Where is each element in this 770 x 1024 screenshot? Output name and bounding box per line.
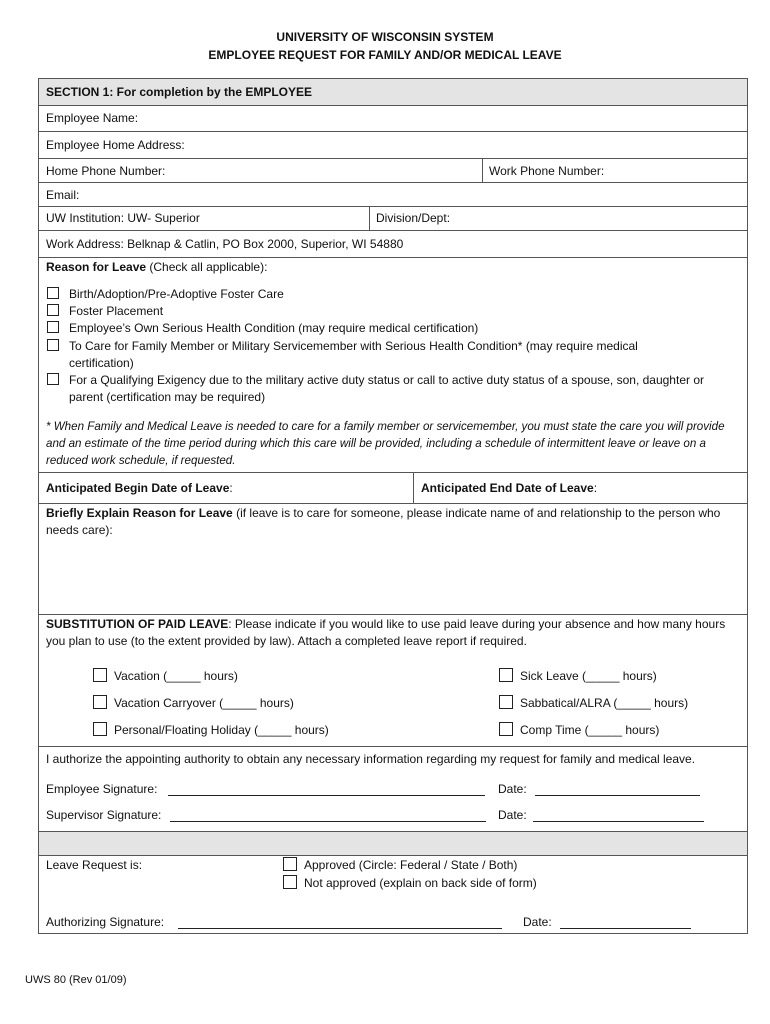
reason-own-health-label: Employee’s Own Serious Health Condition (may require medical certification) bbox=[69, 321, 479, 335]
vacation-label: Vacation (_____ hours) bbox=[114, 669, 238, 683]
family-care-note: * When Family and Medical Leave is needed to care for a family member or servicemember, you must state the care you will provide and an estimate of the time period during which this care will be provided, including a schedule of intermittent leave or leave on a reduced work schedule, if requested. bbox=[46, 420, 725, 467]
end-date-label[interactable]: Anticipated End Date of Leave: bbox=[421, 481, 598, 495]
authorizing-date-label: Date: bbox=[523, 915, 552, 929]
supervisor-signature-line[interactable] bbox=[170, 821, 486, 822]
reason-family-care-label: To Care for Family Member or Military Servicemember with Serious Health Condition* (may require medical bbox=[69, 339, 638, 353]
home-address-label[interactable]: Employee Home Address: bbox=[46, 138, 185, 152]
form-id: UWS 80 (Rev 01/09) bbox=[25, 974, 127, 986]
vacation-carryover-label: Vacation Carryover (_____ hours) bbox=[114, 696, 294, 710]
reason-exigency-label: For a Qualifying Exigency due to the military active duty status or call to active duty status of a spouse, son, daughter or bbox=[69, 373, 704, 387]
reason-family-care-checkbox[interactable] bbox=[47, 339, 59, 351]
sick-leave-label: Sick Leave (_____ hours) bbox=[520, 669, 657, 683]
leave-request-label: Leave Request is: bbox=[46, 858, 143, 872]
employee-date-line[interactable] bbox=[535, 795, 700, 796]
form-title-line2: EMPLOYEE REQUEST FOR FAMILY AND/OR MEDICAL LEAVE bbox=[208, 48, 562, 62]
supervisor-signature-label: Supervisor Signature: bbox=[46, 808, 162, 822]
approval-heading-bg bbox=[39, 832, 747, 855]
reason-exigency-label-cont: parent (certification may be required) bbox=[69, 390, 266, 404]
approved-label: Approved (Circle: Federal / State / Both) bbox=[304, 858, 518, 872]
comp-time-label: Comp Time (_____ hours) bbox=[520, 723, 660, 737]
personal-holiday-label: Personal/Floating Holiday (_____ hours) bbox=[114, 723, 329, 737]
institution-label[interactable]: UW Institution: UW- Superior bbox=[46, 211, 200, 225]
reason-foster-checkbox[interactable] bbox=[47, 304, 59, 316]
authorizing-signature-line[interactable] bbox=[178, 928, 502, 929]
email-label[interactable]: Email: bbox=[46, 188, 80, 202]
authorizing-signature-label: Authorizing Signature: bbox=[46, 915, 165, 929]
employee-signature-label: Employee Signature: bbox=[46, 782, 158, 796]
division-label[interactable]: Division/Dept: bbox=[376, 211, 451, 225]
reason-label: Reason for Leave (Check all applicable): bbox=[46, 260, 268, 274]
reason-foster-label: Foster Placement bbox=[69, 304, 164, 318]
sabbatical-label: Sabbatical/ALRA (_____ hours) bbox=[520, 696, 689, 710]
home-phone-label[interactable]: Home Phone Number: bbox=[46, 164, 166, 178]
leave-request-form bbox=[38, 78, 748, 934]
explain-reason-field[interactable]: Briefly Explain Reason for Leave (if leave is to care for someone, please indicate name of and relationship to the person who needs care): bbox=[46, 506, 721, 537]
supervisor-date-label: Date: bbox=[498, 808, 527, 822]
work-phone-label[interactable]: Work Phone Number: bbox=[489, 164, 605, 178]
supervisor-date-line[interactable] bbox=[533, 821, 704, 822]
approved-checkbox[interactable] bbox=[283, 857, 297, 871]
reason-birth-label: Birth/Adoption/Pre-Adoptive Foster Care bbox=[69, 287, 284, 301]
employee-signature-line[interactable] bbox=[168, 795, 485, 796]
authorization-text: I authorize the appointing authority to obtain any necessary information regarding my request for family and medical leave. bbox=[46, 752, 696, 766]
sabbatical-checkbox[interactable] bbox=[499, 695, 513, 709]
employee-name-label[interactable]: Employee Name: bbox=[46, 111, 139, 125]
personal-holiday-checkbox[interactable] bbox=[93, 722, 107, 736]
vacation-carryover-checkbox[interactable] bbox=[93, 695, 107, 709]
section1-heading: SECTION 1: For completion by the EMPLOYEE bbox=[46, 85, 313, 99]
not-approved-label: Not approved (explain on back side of form) bbox=[304, 876, 537, 890]
form-title-line1: UNIVERSITY OF WISCONSIN SYSTEM bbox=[276, 30, 494, 44]
reason-own-health-checkbox[interactable] bbox=[47, 321, 59, 333]
vacation-checkbox[interactable] bbox=[93, 668, 107, 682]
comp-time-checkbox[interactable] bbox=[499, 722, 513, 736]
work-address-label: Work Address: Belknap & Catlin, PO Box 2000, Superior, WI 54880 bbox=[46, 237, 404, 251]
reason-family-care-label-cont: certification) bbox=[69, 356, 134, 370]
reason-exigency-checkbox[interactable] bbox=[47, 373, 59, 385]
begin-date-label[interactable]: Anticipated Begin Date of Leave: bbox=[46, 481, 233, 495]
employee-date-label: Date: bbox=[498, 782, 527, 796]
authorizing-date-line[interactable] bbox=[560, 928, 691, 929]
not-approved-checkbox[interactable] bbox=[283, 875, 297, 889]
sick-leave-checkbox[interactable] bbox=[499, 668, 513, 682]
substitution-heading: SUBSTITUTION OF PAID LEAVE: Please indicate if you would like to use paid leave during your absence and how many hours you plan to use (to the extent provided by law). Attach a completed leave report if required. bbox=[46, 617, 726, 648]
reason-birth-checkbox[interactable] bbox=[47, 287, 59, 299]
